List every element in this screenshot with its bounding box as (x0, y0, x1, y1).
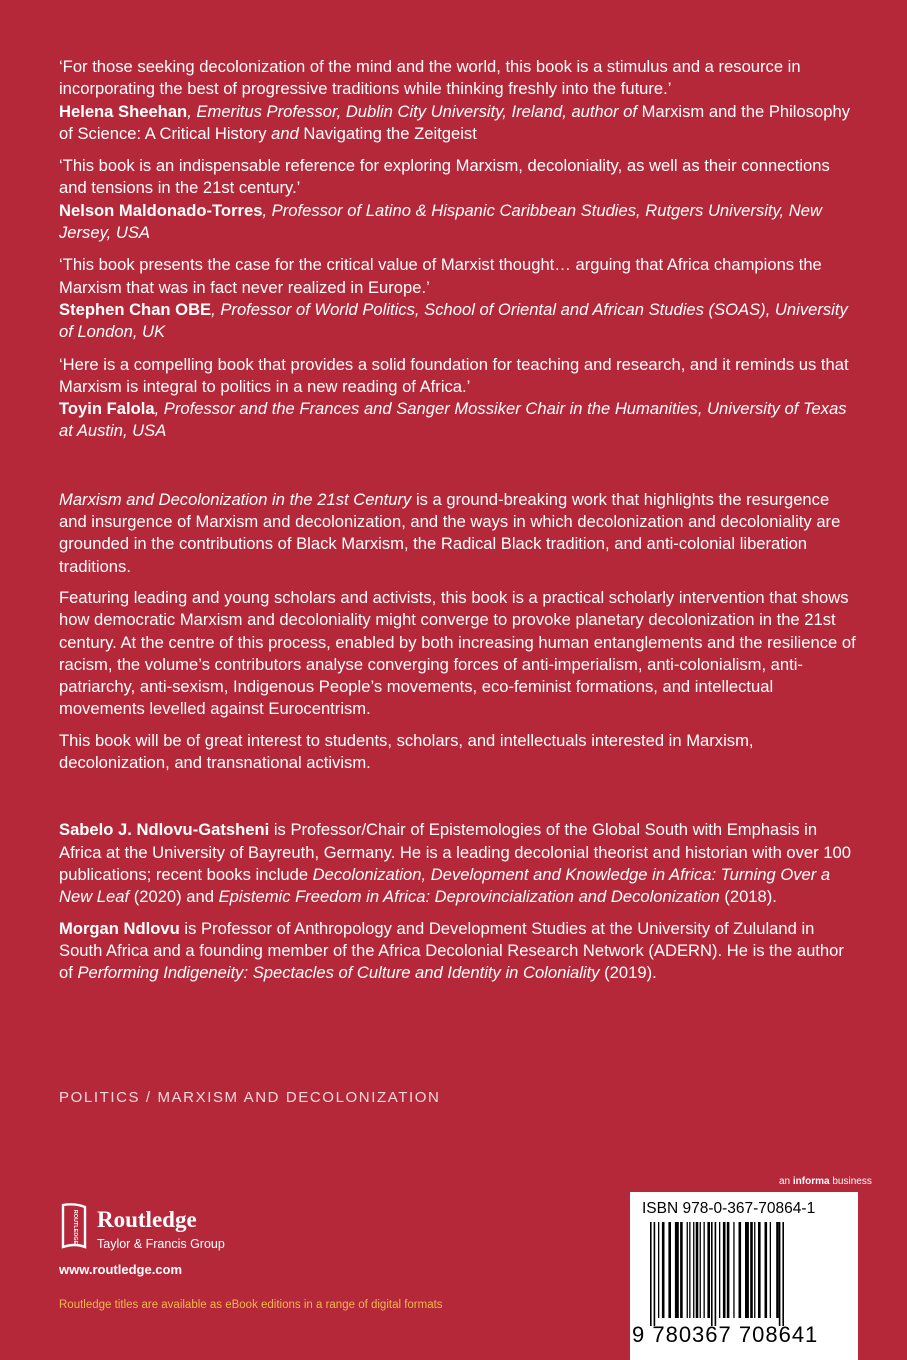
description-paragraph-1 (59, 489, 859, 578)
book-title: Marxism and the Philosophy of Science: A Critical History (59, 101, 851, 143)
barcode-bar (770, 1222, 771, 1318)
barcode-bar (765, 1222, 768, 1318)
conjunction: and (266, 123, 304, 143)
barcode-bar (733, 1222, 734, 1318)
ebook-note: Routledge titles are available as eBook editions in a range of digital formats (59, 1299, 443, 1311)
barcode-guard-bar (650, 1222, 652, 1326)
bio-text: (2019). (599, 963, 657, 983)
quote-attribution (59, 398, 859, 443)
bio-text: is Professor/Chair of Epistemologies of the Global South with Emphasis in Africa at the University of Bayreuth, Germany. He is a leading decolonial theorist and historian with over 100 publications; recent books include (59, 820, 851, 884)
endorser-title: , Emeritus Professor, Dublin City University, Ireland, author of (187, 101, 642, 121)
barcode-bar (696, 1222, 699, 1318)
endorsement-3 (59, 254, 859, 343)
quote-text: ‘For those seeking decolonization of the mind and the world, this book is a stimulus and a resource in incorporating the best of progressive traditions while thinking freshly into the future.’ (59, 57, 801, 99)
barcode-bar (745, 1222, 749, 1318)
subject-category: POLITICS / MARXISM AND DECOLONIZATION (59, 1089, 441, 1106)
author-name: Sabelo J. Ndlovu-Gatsheni (59, 820, 270, 840)
barcode-bar (719, 1222, 720, 1318)
book-title: Decolonization, Development and Knowledge in Africa: Turning Over a New Leaf (59, 864, 831, 907)
informa-business-label (779, 1176, 872, 1187)
bio-text: (2018). (719, 887, 777, 907)
barcode-bar (693, 1222, 694, 1318)
routledge-logo-icon (59, 1201, 89, 1251)
barcode-digits: 9 780367 708641 (632, 1322, 819, 1347)
informa-brand: informa (792, 1176, 830, 1187)
quote-text: ‘Here is a compelling book that provides a solid foundation for teaching and research, and it reminds us that Marxism is integral to politics in a new reading of Africa.’ (59, 354, 849, 396)
endorser-title: , Professor of World Politics, School of Oriental and African Studies (SOAS), University of London, UK (59, 299, 848, 342)
endorsement-1 (59, 56, 859, 145)
bio-text: (2020) and (129, 887, 219, 907)
barcode-bar (776, 1222, 779, 1318)
publisher-name: Routledge (97, 1207, 197, 1232)
barcode-bar (750, 1222, 753, 1318)
barcode-bar (739, 1222, 742, 1318)
isbn-barcode (630, 1192, 858, 1360)
informa-pre: an (779, 1176, 793, 1187)
barcode-bar (758, 1222, 761, 1318)
barcode-bar (754, 1222, 755, 1318)
author-bio-2 (59, 918, 859, 985)
barcode-guard-bar (779, 1222, 781, 1326)
barcode-bar (687, 1222, 688, 1318)
barcode-bar (723, 1222, 726, 1318)
endorsement-2 (59, 155, 859, 244)
description-paragraph-2: Featuring leading and young scholars and activists, this book is a practical scholarly intervention that shows how democratic Marxism and decoloniality might converge to provoke planetary decolonization in the 21st century. At the centre of this process, enabled by both increasing human entanglements and the resilience of racism, the volume’s contributors analyse converging forces of anti-imperialism, anti-colonialism, anti-patriarchy, anti-sexism, Indigenous People’s movements, eco-feminist formations, and intellectual movements levelled against Eurocentrism. (59, 587, 856, 719)
barcode-guard-bar (782, 1222, 784, 1326)
barcode-guard-bar (711, 1222, 713, 1326)
endorser-title: , Professor of Latino & Hispanic Caribbean Studies, Rutgers University, New Jersey, USA (59, 200, 822, 243)
back-cover-text (59, 56, 859, 993)
isbn-label: ISBN 978-0-367-70864-1 (642, 1200, 816, 1217)
bio-text: is Professor of Anthropology and Development Studies at the University of Zululand in South Africa and a founding member of the Africa Decolonial Research Network (ADERN). He is the author of (59, 918, 844, 983)
quote-attribution (59, 101, 859, 146)
book-title: Performing Indigeneity: Spectacles of Culture and Identity in Coloniality (77, 963, 600, 983)
barcode-bars (640, 1222, 848, 1326)
quote-attribution (59, 200, 859, 245)
barcode-bar (707, 1222, 710, 1318)
author-name: Morgan Ndlovu (59, 918, 180, 938)
endorser-title: , Professor and the Frances and Sanger Mossiker Chair in the Humanities, University of Texas at Austin, USA (59, 399, 847, 441)
barcode-bar (662, 1222, 665, 1318)
routledge-logo (59, 1201, 259, 1261)
barcode-bar (689, 1222, 690, 1318)
quote-text: ‘This book presents the case for the critical value of Marxist thought… arguing that Africa champions the Marxism that was in fact never realized in Europe.’ (59, 255, 822, 297)
endorser-name: Nelson Maldonado-Torres (59, 200, 263, 220)
description-paragraph-3: This book will be of great interest to students, scholars, and intellectuals interested in Marxism, decolonization, and transnational activism. (59, 730, 754, 773)
informa-post: business (829, 1176, 872, 1187)
book-title: Epistemic Freedom in Africa: Deprovincialization and Decolonization (218, 887, 720, 907)
book-title: Marxism and Decolonization in the 21st Century (59, 489, 412, 509)
barcode-guard-bar (715, 1222, 717, 1326)
barcode-bar (668, 1222, 671, 1318)
barcode-bar (704, 1222, 705, 1318)
barcode-bar (675, 1222, 679, 1318)
description-text: is a ground-breaking work that highlights the resurgence and insurgence of Marxism and decolonization, and the ways in which decolonization and decoloniality are grounded in the contributions of Black Marxism, the Radical Black tradition, and anti-colonial liberation traditions. (59, 489, 841, 576)
endorser-name: Stephen Chan OBE (59, 299, 212, 319)
barcode-bar (700, 1222, 701, 1318)
barcode-bar (727, 1222, 730, 1318)
logo-mark-text: ROUTLEDGE (72, 1209, 78, 1245)
quote-attribution (59, 299, 859, 344)
barcode-guard-bar (654, 1222, 656, 1326)
quote-text: ‘This book is an indispensable reference for exploring Marxism, decoloniality, as well as their connections and tensions in the 21st century.’ (59, 156, 830, 198)
endorser-name: Helena Sheehan (59, 101, 188, 121)
endorser-name: Toyin Falola (59, 399, 155, 419)
publisher-group: Taylor & Francis Group (97, 1237, 225, 1251)
endorsement-4 (59, 354, 859, 443)
book-title: Navigating the Zeitgeist (303, 123, 477, 143)
author-bio-1 (59, 819, 859, 908)
barcode-bar (658, 1222, 659, 1318)
barcode-bar (680, 1222, 683, 1318)
publisher-website: www.routledge.com (59, 1262, 183, 1277)
